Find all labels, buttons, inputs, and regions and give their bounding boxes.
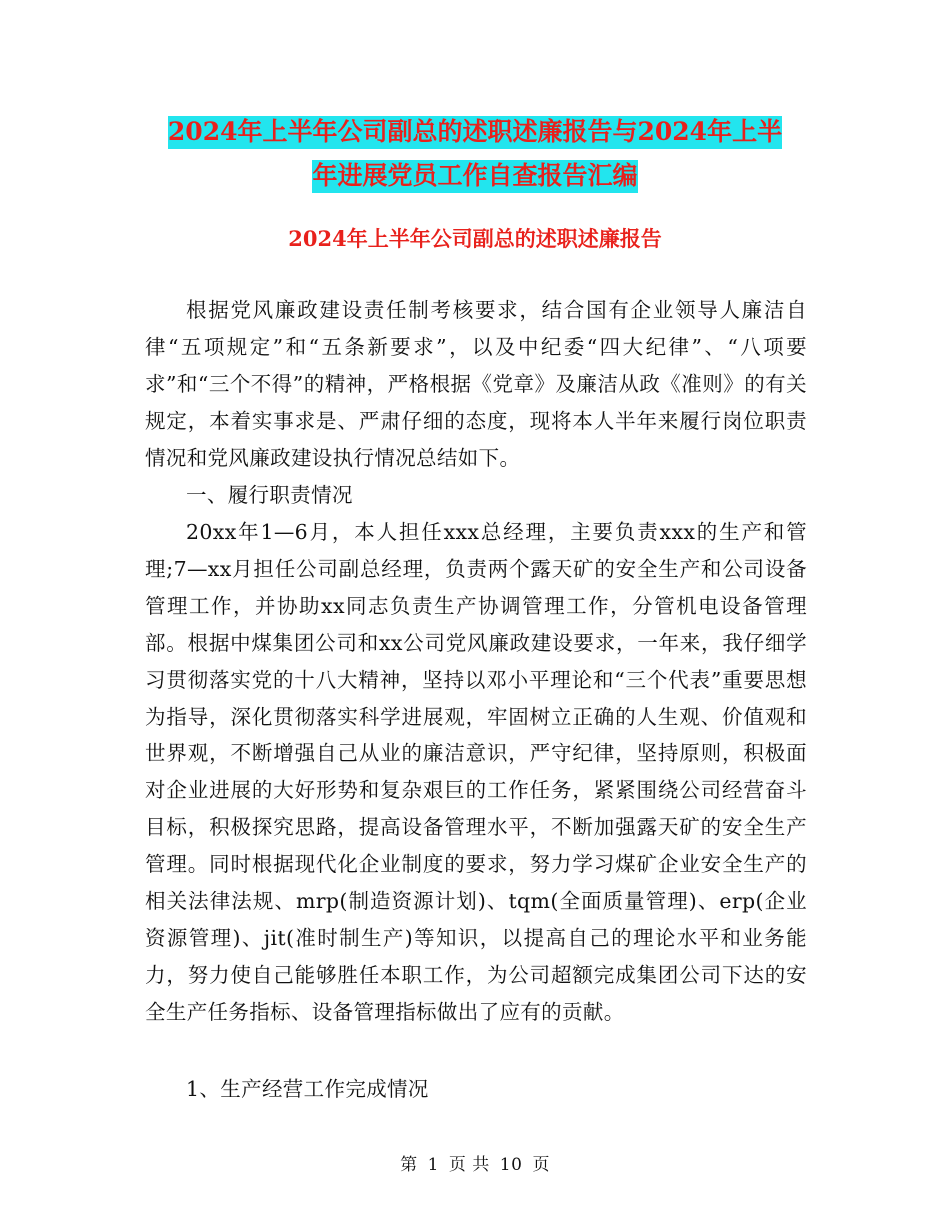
title-line-1: 2024年上半年公司副总的述职述廉报告与2024年上半 <box>168 116 782 149</box>
heading-production: 1、生产经营工作完成情况 <box>186 1077 429 1101</box>
page-footer <box>0 1150 950 1175</box>
title-line-2: 年进展党员工作自查报告汇编 <box>312 160 637 193</box>
section-title: 2024年上半年公司副总的述职述廉报告 <box>288 226 662 251</box>
heading-duties: 一、履行职责情况 <box>186 483 353 507</box>
footer-total-pages: 10 <box>499 1155 523 1175</box>
footer-middle: 页 共 <box>448 1155 490 1175</box>
document-title <box>0 110 950 198</box>
footer-page-number: 1 <box>427 1155 439 1175</box>
footer-suffix: 页 <box>532 1155 550 1175</box>
paragraph-intro: 根据党风廉政建设责任制考核要求，结合国有企业领导人廉洁自律“五项规定”和“五条新要求”，以及中纪委“四大纪律”、“八项要求”和“三个不得”的精神，严格根据《党章》及廉洁从政《准则》的有关规定，本着实事求是、严肃仔细的态度，现将本人半年来履行岗位职责情况和党风廉政建设执行情况总结如下。 <box>145 298 807 470</box>
footer-prefix: 第 <box>400 1155 418 1175</box>
paragraph-duties: 20xx年1—6月，本人担任xxx总经理，主要负责xxx的生产和管理;7—xx月担任公司副总经理，负责两个露天矿的安全生产和公司设备管理工作，并协助xx同志负责生产协调管理工作，分管机电设备管理部。根据中煤集团公司和xx公司党风廉政建设要求，一年来，我仔细学习贯彻落实党的十八大精神，坚持以邓小平理论和“三个代表”重要思想为指导，深化贯彻落实科学进展观，牢固树立正确的人生观、价值观和世界观，不断增强自己从业的廉洁意识，严守纪律，坚持原则，积极面对企业进展的大好形势和复杂艰巨的工作任务，紧紧围绕公司经营奋斗目标，积极探究思路，提高设备管理水平，不断加强露天矿的安全生产管理。同时根据现代化企业制度的要求，努力学习煤矿企业安全生产的相关法律法规、mrp(制造资源计划)、tqm(全面质量管理)、erp(企业资源管理)、jit(准时制生产)等知识，以提高自己的理论水平和业务能力，努力使自己能够胜任本职工作，为公司超额完成集团公司下达的安全生产任务指标、设备管理指标做出了应有的贡献。 <box>145 520 807 1024</box>
